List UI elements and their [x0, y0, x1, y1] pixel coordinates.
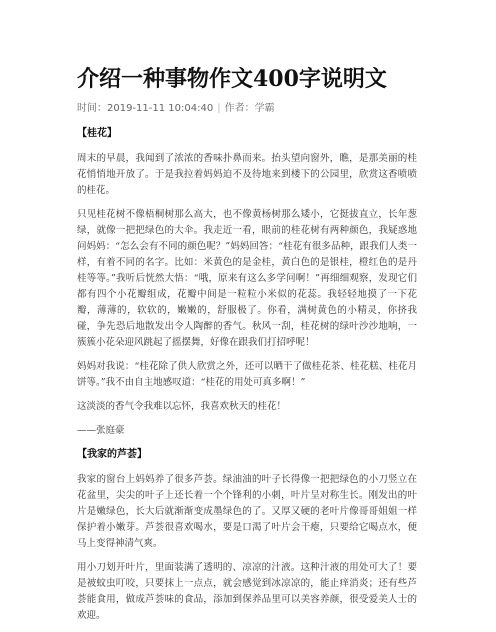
section-heading: 【桂花】	[77, 128, 117, 139]
meta-divider: |	[217, 103, 221, 114]
time-label: 时间：	[77, 103, 107, 114]
publish-time: 2019-11-11 10:04:40	[107, 103, 214, 114]
paragraph: 周末的早晨，我闻到了浓浓的香味扑鼻而来。抬头望向窗外，瞧，是那美丽的桂花悄悄地开放了。于是我拉着妈妈迫不及待地来到楼下的公园里，欣赏这香喷喷的桂花。	[77, 153, 417, 196]
paragraph: 这淡淡的香气令我难以忘怀，我喜欢秋天的桂花！	[77, 401, 287, 412]
article-title: 介绍一种事物作文400字说明文	[77, 66, 387, 92]
article-body	[77, 120, 417, 632]
paragraph: 只见桂花树不像梧桐树那么高大，也不像黄杨树那么矮小，它挺拔直立，长年葱绿，就像一把把绿色的大伞。我走近一看，眼前的桂花树有两种颜色，我疑惑地问妈妈：“怎么会有不同的颜色呢？”妈妈回答：“桂花有很多品种，跟我们人类一样，有着不同的名字。比如：米黄色的是金桂，黄白色的是银桂，橙红色的是丹桂等等。”我听后恍然大悟：“哦，原来有这么多学问啊！”再细细观察，发现它们都有四个小花瓣组成，花瓣中间是一粒粒小米似的花蕊。我轻轻地摸了一下花瓣，薄薄的，软软的，嫩嫩的，舒服极了。你看，满树黄色的小精灵，你挤我碰，争先恐后地散发出令人陶醉的香气。秋风一刮，桂花树的绿叶沙沙地响，一簇簇小花朵迎风跳起了摇摆舞，好像在跟我们打招呼呢！	[77, 209, 417, 348]
paragraph: 妈妈对我说：“桂花除了供人欣赏之外，还可以晒干了做桂花茶、桂花糕、桂花月饼等。”我不由自主地感叹道：“桂花的用处可真多啊！”	[77, 361, 417, 388]
signature: ——张庭豪	[77, 425, 125, 436]
paragraph: 用小刀划开叶片，里面装满了透明的、凉凉的汁液。这种汁液的用处可大了！要是被蚊虫叮咬，只要抹上一点点，就会感觉到冰凉凉的，能止痒消炎；还有些芦荟能食用，做成芦荟味的食品，添加到保养品里可以美容养颜，很受爱美人士的欢迎。	[77, 562, 417, 621]
author-label: 作者：	[224, 103, 255, 114]
author-name: 学霸	[254, 103, 275, 114]
article-meta	[77, 99, 275, 114]
section-heading: 【我家的芦荟】	[77, 449, 147, 460]
paragraph: 我家的窗台上妈妈养了很多芦荟。绿油油的叶子长得像一把把绿色的小刀竖立在花盆里，尖尖的叶子上还长着一个个锋利的小刺，叶片呈对称生长。刚发出的叶片是嫩绿色，长大后就渐渐变成墨绿色的了。又厚又硬的老叶片像哥哥姐姐一样保护着小嫩芽。芦荟很喜欢喝水，要是口渴了叶片会干瘪，只要给它喝点水，便马上变得神清气爽。	[77, 474, 417, 549]
